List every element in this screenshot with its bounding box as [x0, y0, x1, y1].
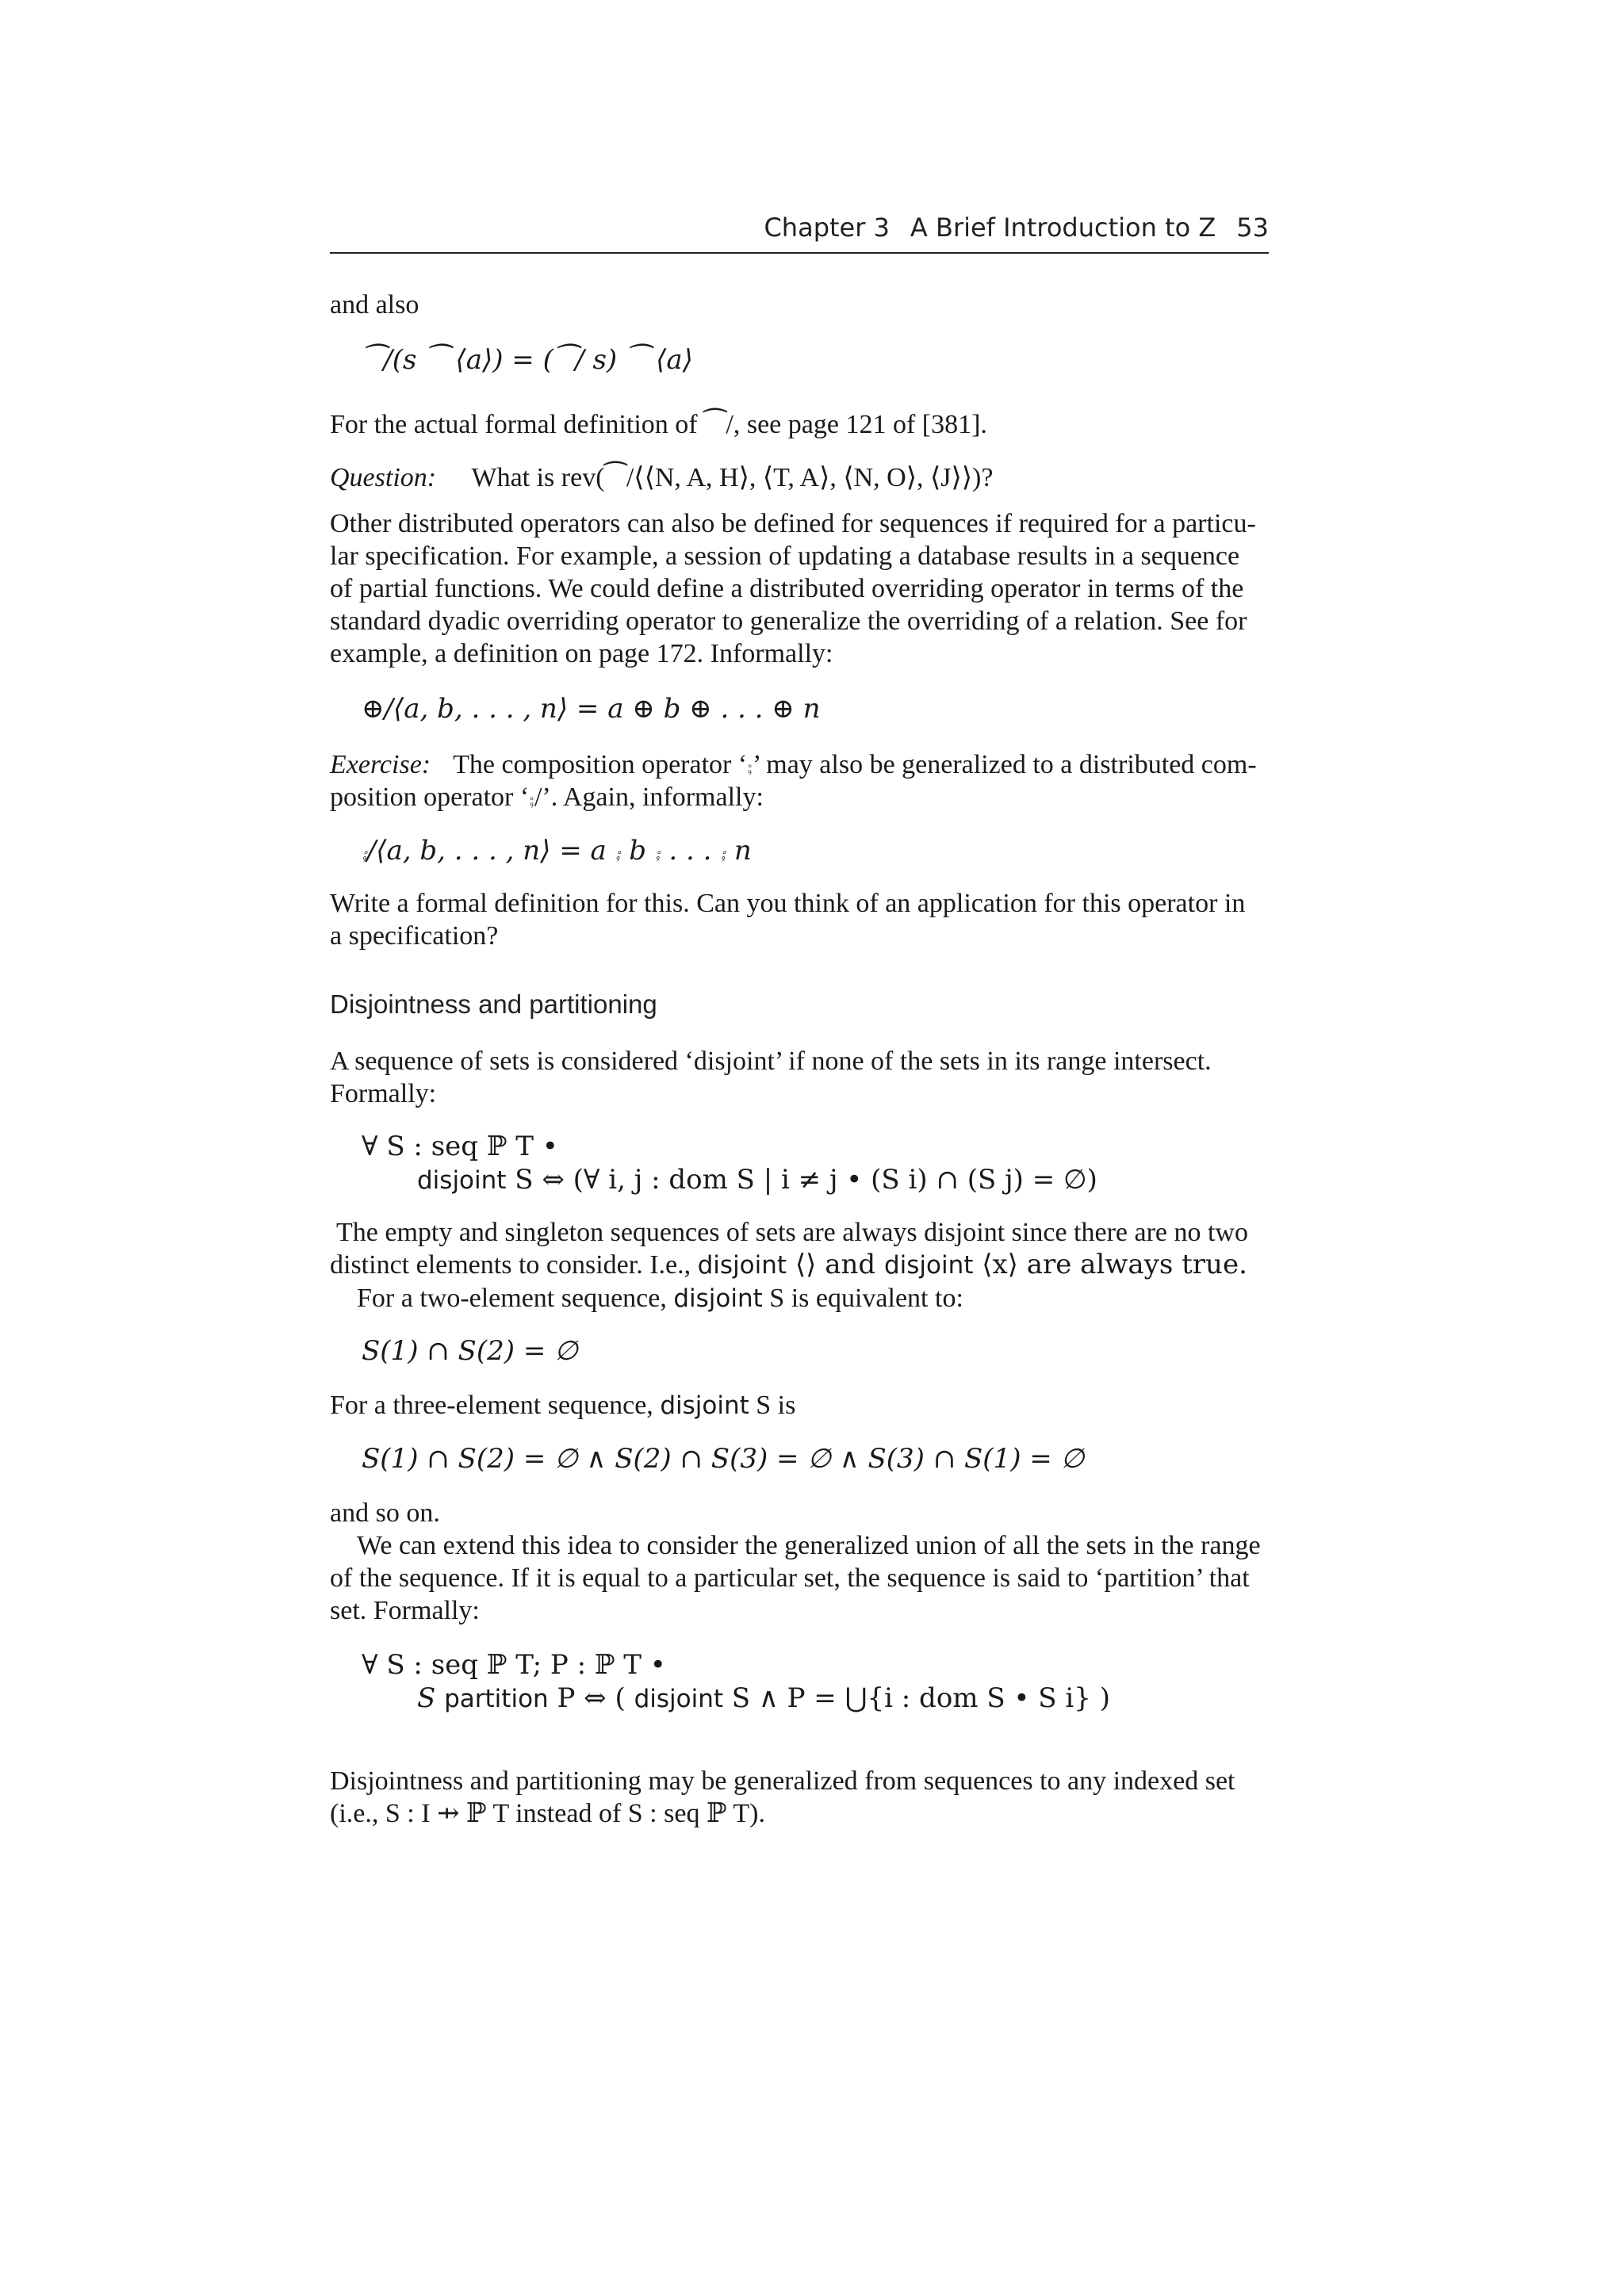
text-line: Disjointness and partitioning may be generalized from sequences to any indexed set — [330, 1766, 1235, 1796]
text-line: The empty and singleton sequences of sets are always disjoint since there are no two — [336, 1218, 1248, 1247]
text-line: of partial functions. We could define a distributed overriding operator in terms of the — [330, 574, 1244, 603]
text-line: A sequence of sets is considered ‘disjoint’ if none of the sets in its range intersect. — [330, 1047, 1212, 1076]
equation: S(1) ∩ S(2) = ∅ — [362, 1335, 578, 1367]
text-span: ⟨⟩ and — [787, 1249, 884, 1280]
paragraph — [330, 1045, 1269, 1110]
keyword: disjoint — [697, 1251, 787, 1280]
chapter-label: Chapter 3 — [764, 212, 890, 243]
question — [330, 461, 1269, 494]
text-line — [330, 1249, 1269, 1282]
equation: ⊕/⟨a, b, . . . , n⟩ = a ⊕ b ⊕ . . . ⊕ n — [362, 693, 821, 725]
text-line: lar specification. For example, a session of updating a database results in a sequence — [330, 541, 1240, 571]
exercise-text: The composition operator ‘⨾’ may also be generalized to a distributed com- — [453, 750, 1257, 779]
text-span: S is equivalent to: — [762, 1284, 963, 1313]
exercise — [330, 748, 1269, 813]
equation: ⁀/(s ⁀ ⟨a⟩) = (⁀/ s) ⁀ ⟨a⟩ — [362, 344, 693, 376]
paragraph — [330, 1765, 1269, 1830]
formula: P ⇔ ( — [548, 1682, 634, 1714]
text-line — [330, 1282, 1269, 1315]
page-number: 53 — [1236, 212, 1269, 243]
keyword: disjoint — [673, 1284, 763, 1313]
keyword: disjoint — [660, 1391, 749, 1420]
text-span: ⟨x⟩ are always true. — [973, 1249, 1247, 1280]
chapter-title: A Brief Introduction to Z — [910, 212, 1216, 243]
text-span: For a three-element sequence, — [330, 1391, 661, 1420]
text-span: distinct elements to consider. I.e., — [330, 1250, 698, 1280]
keyword: disjoint — [634, 1685, 723, 1713]
text-span: For a two-element sequence, — [357, 1284, 674, 1313]
keyword: disjoint — [417, 1166, 507, 1195]
keyword: partition — [444, 1685, 549, 1713]
formula: S — [417, 1682, 445, 1714]
paragraph — [330, 1389, 1269, 1422]
definition-line — [417, 1682, 1110, 1716]
text-line: (i.e., S : I ⇸ ℙ T instead of S : seq ℙ T). — [330, 1799, 765, 1828]
equation: ⨾/⟨a, b, . . . , n⟩ = a ⨾ b ⨾ . . . ⨾ n — [362, 835, 752, 867]
paragraph: and also — [330, 290, 419, 320]
definition-line: ∀ S : seq ℙ T; P : ℙ T • — [362, 1649, 666, 1681]
text-line: Other distributed operators can also be defined for sequences if required for a particu- — [330, 509, 1256, 538]
text-line: example, a definition on page 172. Informally: — [330, 639, 833, 668]
text-line: Formally: — [330, 1079, 437, 1108]
text-line: Write a formal definition for this. Can you think of an application for this operator in — [330, 889, 1246, 918]
text-line: set. Formally: — [330, 1596, 480, 1625]
formula: S ∧ P = ⋃{i : dom S • S i} ) — [723, 1682, 1110, 1714]
text-line: standard dyadic overriding operator to generalize the overriding of a relation. See for — [330, 607, 1247, 636]
text-line: of the sequence. If it is equal to a particular set, the sequence is said to ‘partition’ that — [330, 1563, 1250, 1593]
paragraph — [330, 507, 1269, 670]
running-header — [330, 212, 1269, 254]
text-line: position operator ‘⨾/’. Again, informally: — [330, 783, 764, 812]
exercise-label: Exercise: — [330, 750, 431, 779]
definition-line: ∀ S : seq ℙ T • — [362, 1131, 558, 1162]
text-line: and so on. — [330, 1498, 440, 1528]
text-line: We can extend this idea to consider the generalized union of all the sets in the range — [357, 1531, 1261, 1560]
question-label: Question: — [330, 463, 437, 492]
question-text: What is rev(⁀/⟨⟨N, A, H⟩, ⟨T, A⟩, ⟨N, O⟩, ⟨J⟩⟩)? — [471, 463, 994, 492]
paragraph: For the actual formal definition of ⁀/, see page 121 of [381]. — [330, 410, 987, 439]
section-heading: Disjointness and partitioning — [330, 989, 657, 1019]
paragraph — [330, 1216, 1269, 1315]
text-span: S is — [749, 1391, 796, 1420]
definition-line — [417, 1164, 1097, 1197]
paragraph — [330, 887, 1269, 952]
equation: S(1) ∩ S(2) = ∅ ∧ S(2) ∩ S(3) = ∅ ∧ S(3) ∩ S(1) = ∅ — [362, 1443, 1085, 1475]
keyword: disjoint — [883, 1251, 974, 1280]
paragraph — [330, 1497, 1269, 1627]
text-line: a specification? — [330, 921, 499, 951]
formula: S ⇔ (∀ i, j : dom S | i ≠ j • (S i) ∩ (S j) = ∅) — [506, 1164, 1097, 1196]
